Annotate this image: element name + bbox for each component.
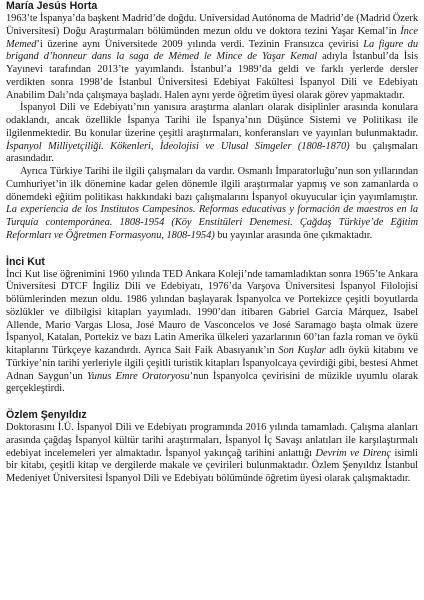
bio-paragraph bbox=[6, 166, 418, 243]
text-run: bu çalışmaları arasındadır. bbox=[6, 140, 418, 165]
text-run: adıyla İstanbul’da İsis Yayınevi tarafından 2013’te yayımlandı. İstanbul’a 1989’da geldi ve farklı yerlerde dersler verdikten sonra 1998’de İstanbul Üniversitesi Edebiyat Fakültesi İspanyol Dili ve Edebiyatı Anabilim Dalı’nda çalışmaya başladı. Halen aynı yerde öğretim üyesi olarak görev yapmaktadır. bbox=[6, 51, 418, 101]
author-name-heading: María Jesús Horta bbox=[6, 0, 98, 12]
italic-title-text: Devrim ve Direnç bbox=[315, 447, 392, 459]
text-run: bu yayınlar arasında öne çıkmaktadır. bbox=[214, 229, 373, 241]
section-gap bbox=[6, 243, 418, 256]
section-gap bbox=[6, 396, 418, 409]
italic-title-text: İnce Memed bbox=[6, 25, 418, 50]
italic-title-text: La figure du brigand d’honneur dans la saga de Mèmed le Mince de Yaşar Kemal bbox=[6, 38, 418, 63]
italic-title-text: Son Kuşlar bbox=[278, 345, 326, 356]
text-run: Ayrıca Türkiye Tarihi ile ilgili çalışmaları da vardır. Osmanlı İmparatorluğu’nun son yıllarından Cumhuriyet’in ilk dönemine kadar gelen dönemle ilgili araştırmalar yapmış ve son zamanlarda o dönemdeki eğitim politikası hakkındaki bazı çalışmalarını İspanyol okuyucular için yayımlamıştır. bbox=[6, 166, 418, 203]
text-run: İspanyol Dili ve Edebiyatı’nın yanısıra araştırma alanları olarak disiplinler arasında konulara odaklandı, ancak özellikle İspanya Tarihi ile İspanya’nın Düşünce Sistemi ve Politikası ile ilgilenmektedir. Bu konular üzerine çeşitli araştırmaları, konferansları ve yayınları bulunmaktadır. bbox=[6, 102, 418, 139]
bio-paragraph bbox=[6, 422, 418, 486]
text-run: 1963’te İspanya’da başkent Madrid’de doğdu. Universidad Autónoma de Madrid’de (Madrid Özerk Üniversitesi) Doğu Araştırmaları bölümünden mezun oldu ve doktora tezini Yaşar Kemal’in bbox=[6, 13, 418, 37]
author-name-heading: Özlem Şenyıldız bbox=[6, 409, 87, 421]
text-run: ’nun İspanyolca çevirisini de müzikle uyumlu olarak gerçekleştirdi. bbox=[6, 370, 418, 395]
bio-paragraph bbox=[6, 269, 418, 397]
text-run: adlı öykü kitabını ve Türkiye’nin tarihi yerleriyle ilgili çeşitli turistik kitapları İspanyolcaya çevirdiği gibi, bestesi Ahmet Adnan Saygun’un bbox=[6, 345, 418, 382]
bio-section bbox=[6, 0, 418, 243]
author-name-heading: İnci Kut bbox=[6, 255, 45, 268]
italic-title-text: La experiencia de los Institutos Campesinos. Reformas educativas y formación de maestros en la Turquía contemporánea. 1808-1954 (Köy Enstitüleri Denemesi. Çağdaş Türkiye’de Eğitim Reformları ve Öğretmen Formasyonu, 1808-1954) bbox=[6, 204, 418, 241]
italic-title-text: İspanyol Milliyetçiliği. Kökenleri, İdeolojisi ve Ulusal Simgeler (1808-1870) bbox=[6, 140, 350, 152]
text-run: ’i üzerine aynı Üniversitede 2009 yılında verdi. Tezinin Fransızca çevirisi bbox=[36, 38, 364, 50]
bio-paragraph bbox=[6, 13, 418, 102]
bio-paragraph bbox=[6, 102, 418, 166]
bio-section bbox=[6, 256, 418, 397]
text-run: İnci Kut lise öğrenimini 1960 yılında TED Ankara Koleji’nde tamamladıktan sonra 1965’te Ankara Üniversitesi DTCF İngiliz Dili ve Edebiyatı, 1976’da Varşova Üniversitesi İspanyol Filolojisi bölümlerinden mezun oldu. 1986 yılından başlayarak İspanyolca ve Portekizce çeşitli boyutlarda sözlükler ve dilbilgisi kitapları yayımladı. 1990’dan itibaren Gabriel García Márquez, Isabel Allende, Mario Vargas Llosa, José Mauro de Vasconcelos ve José Saramago başta olmak üzere İspanyol, Katalan, Portekiz ve bazı Latin Amerika ülkeleri yazarlarının 60’tan fazla roman ve öykü kitaplarını Türkçeye kazandırdı. Ayrıca Sait Faik Abasıyanık’ın bbox=[6, 268, 418, 356]
italic-title-text: Yunus Emre Oratoryosu bbox=[87, 370, 190, 382]
text-run: isimli bir kitabı, çeşitli kitap ve dergilerde makale ve çevirileri bulunmaktadır. Özlem Şenyıldız İstanbul Medeniyet Üniversitesi İspanyol Dili ve Edebiyatı bölümünde öğretim üyesi olarak çalışmaktadır. bbox=[6, 447, 418, 484]
document-page bbox=[6, 0, 418, 486]
text-run: Doktorasını İ.Ü. İspanyol Dili ve Edebiyatı programında 2016 yılında tamamladı. Çalışma alanları arasında çağdaş İspanyol kültür tarihi araştırmaları, İspanyol İç Savaşı anlatıları ile karşılaştırmalı edebiyat incelemeleri yer almaktadır. İspanyol yakınçağ tarihini anlattığı bbox=[6, 422, 418, 459]
bio-section bbox=[6, 409, 418, 486]
